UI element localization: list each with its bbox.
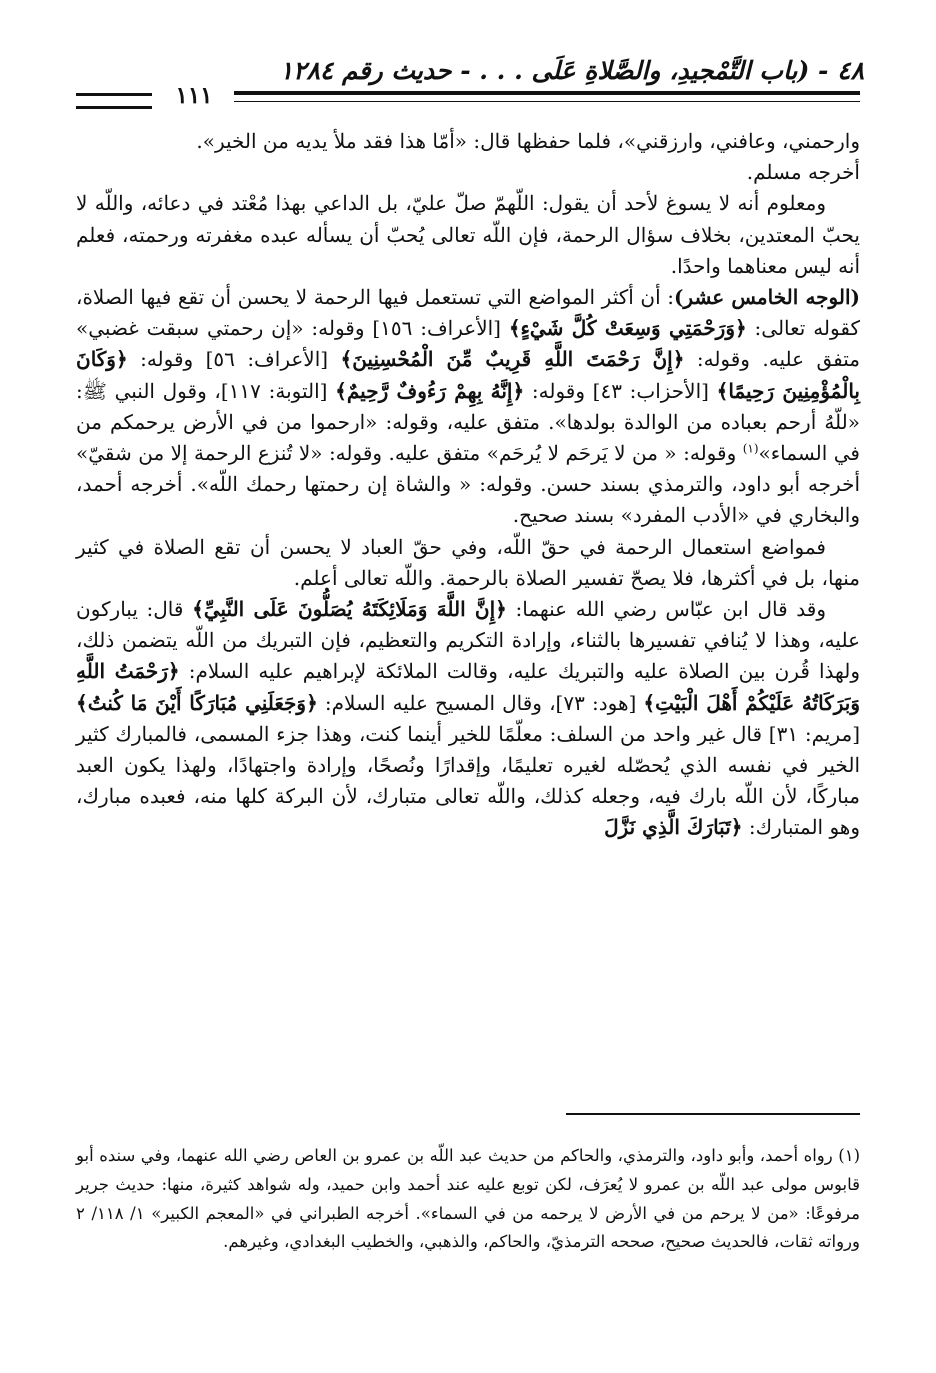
quran-verse-6: ﴿رَحْمَتُ اللَّهِ وَبَرَكَاتُهُ عَلَيْكُمْ أَهْلَ الْبَيْتِ﴾ <box>76 659 861 715</box>
paragraph-1-source: أخرجه مسلم. <box>746 160 860 185</box>
footnote-reference[interactable]: (١) <box>742 441 759 456</box>
paragraph-1 <box>76 126 860 188</box>
paragraph-3-text-4: [الأحزاب: ٤٣] وقوله: <box>524 378 717 403</box>
paragraph-3-text-2: [الأعراف: ١٥٦] وقوله: «إن رحمتي سبقت غضبي» متفق عليه. وقوله: <box>76 316 860 372</box>
paragraph-5 <box>76 594 860 844</box>
page-number-rule <box>76 93 152 109</box>
quran-verse-7: ﴿وَجَعَلَنِي مُبَارَكًا أَيْنَ مَا كُنتُ﴾ <box>76 690 318 715</box>
paragraph-5-text-2: قال: يباركون عليه، وهذا لا يُنافي تفسيرها بالثناء، وإرادة التكريم والتعظيم، فإن التبريك من اللّه يتضمن ذلك، ولهذا قُرن بين الصلاة عليه والتبريك عليه، وقالت الملائكة لإبراهيم عليه السلام: <box>76 597 860 684</box>
main-text <box>76 126 860 1091</box>
footnote-separator <box>566 1113 860 1115</box>
quran-verse-2: ﴿إِنَّ رَحْمَتَ اللَّهِ قَرِيبٌ مِّنَ الْمُحْسِنِينَ﴾ <box>340 347 685 372</box>
paragraph-2: ومعلوم أنه لا يسوغ لأحد أن يقول: اللّهمّ صلّ عليّ، بل الداعي بهذا مُعْتد في دعائه، واللّه لا يحبّ المعتدين، بخلاف سؤال الرحمة، فإن اللّه تعالى يُحبّ أن يسأله عبده مغفرته ورحمته، فعلم أنه ليس معناهما واحدًا. <box>76 191 860 278</box>
paragraph-5-text-4: [مريم: ٣١] قال غير واحد من السلف: معلّمًا للخير أينما كنت، وهذا جزء المسمى، فالمبارك كثير الخير في نفسه الذي يُحصّله لغيره تعليمًا، وإقدارًا ونُصحًا، وإرادة واجتهادًا، ولهذا يكون العبد مباركًا، لأن اللّه بارك فيه، وجعله كذلك، واللّه تعالى متبارك، لأن البركة كلها منه، فعبده مبارك، وهو المتبارك: <box>76 721 860 840</box>
paragraph-3-text-3: [الأعراف: ٥٦] وقوله: <box>127 347 341 372</box>
paragraph-5-text-1: وقد قال ابن عبّاس رضي الله عنهما: <box>506 597 826 622</box>
quran-verse-8: ﴿تَبَارَكَ الَّذِي نَزَّلَ <box>604 815 743 840</box>
paragraph-3-text-5: [التوبة: ١١٧]، وقول النبي ﷺ: «للّهُ أرحم بعباده من الوالدة بولدها». متفق عليه، وقوله: «ارحموا من في الأرض يرحمكم من في السماء» <box>76 378 860 466</box>
quran-verse-3: ﴿وَكَانَ بِالْمُؤْمِنِينَ رَحِيمًا﴾ <box>76 347 861 403</box>
paragraph-4: فمواضع استعمال الرحمة في حقّ اللّه، وفي حقّ العباد لا يحسن أن تقع الصلاة في كثير منها، بل في أكثرها، فلا يصحّ تفسير الصلاة بالرحمة. واللّه تعالى أعلم. <box>76 534 860 590</box>
paragraph-3-text-1: : أن أكثر المواضع التي تستعمل فيها الرحمة لا يحسن أن تقع فيها الصلاة، كقوله تعالى: <box>76 285 860 341</box>
page-number: ١١١ <box>175 82 213 109</box>
footnote-1: (١) رواه أحمد، وأبو داود، والترمذي، والحاكم من حديث عبد اللّه بن عمرو بن العاص رضي الله عنهما، وفي سنده أبو قابوس مولى عبد اللّه بن عمرو لا يُعرَف، لكن توبع عليه عند أحمد وابن حميد، وله شواهد كثيرة، منها: حديث جرير مرفوعًا: «من لا يرحم من في الأرض لا يرحمه من في السماء». أخرجه الطبراني في «المعجم الكبير» ١/ ١١٨/ ٢ ورواته ثقات، فالحديث صحيح، صححه الترمذيّ، والحاكم، والذهبي، والخطيب البغدادي، وغيرهم. <box>76 1146 861 1252</box>
paragraph-3-text-6: وقوله: « من لا يَرحَم لا يُرحَم» متفق عليه. وقوله: «لا تُنزع الرحمة إلا من شقيّ» أخرجه أبو داود، والترمذي بسند حسن. وقوله: « والشاة إن رحمتها رحمك اللّه». أخرجه أحمد، والبخاري في «الأدب المفرد» بسند صحيح. <box>76 441 860 528</box>
section-label: (الوجه الخامس عشر) <box>673 285 860 310</box>
paragraph-1-text: وارحمني، وعافني، وارزقني»، فلما حفظها قال: «أمّا هذا فقد ملأ يديه من الخير». <box>196 129 860 153</box>
paragraph-5-text-3: [هود: ٧٣]، وقال المسيح عليه السلام: <box>317 690 644 715</box>
quran-verse-1: ﴿وَرَحْمَتِي وَسِعَتْ كُلَّ شَيْءٍ﴾ <box>508 316 747 341</box>
quran-verse-5: ﴿إِنَّ اللَّهَ وَمَلَائِكَتَهُ يُصَلُّونَ عَلَى النَّبِيِّ﴾ <box>192 597 507 622</box>
header-title: ٤٨ - (باب التَّمْجيدِ، والصَّلاةِ عَلَى . . . - حديث رقم ١٢٨٤ <box>279 55 864 85</box>
footnote <box>76 1142 860 1322</box>
quran-verse-4: ﴿إِنَّهُ بِهِمْ رَءُوفٌ رَّحِيمٌ﴾ <box>335 378 525 403</box>
header-rule <box>234 91 860 102</box>
paragraph-3 <box>76 282 860 532</box>
